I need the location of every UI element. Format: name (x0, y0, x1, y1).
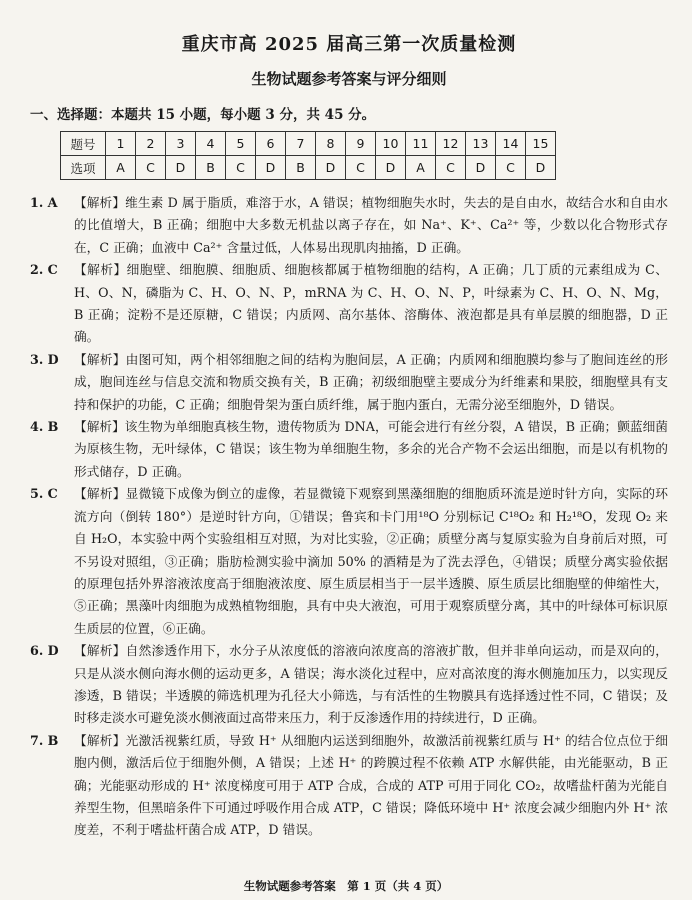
explanation-text: 【解析】维生素 D 属于脂质，难溶于水，A 错误；植物细胞失水时，失去的是自由水，故结合水和自由水的比值增大，B 正确；细胞中大多数无机盐以离子存在，如 Na⁺、K⁺、Ca²⁺ 等，少数以化合物形式存在，C 正确；血液中 Ca²⁺ 含量过低，人体易出现肌肉抽搐，D 正确。 (74, 195, 668, 255)
question-answer-label: 3. D (30, 351, 59, 367)
answer-option: B (286, 156, 316, 180)
question-number: 13 (466, 132, 496, 156)
answer-option: A (106, 156, 136, 180)
question-number: 8 (316, 132, 346, 156)
answer-option: C (496, 156, 526, 180)
answer-option: D (256, 156, 286, 180)
question-number: 3 (166, 132, 196, 156)
question-answer-label: 5. C (30, 486, 58, 502)
question-number: 14 (496, 132, 526, 156)
explanation-text: 【解析】细胞壁、细胞膜、细胞质、细胞核都属于植物细胞的结构，A 正确；几丁质的元素组成为 C、H、O、N，磷脂为 C、H、O、N、P，mRNA 为 C、H、O、N、P，叶绿素为 C、H、O、N、Mg，B 正确；淀粉不是还原糖，C 错误；内质网、高尔基体、溶酶体、液泡都是具有单层膜的细胞器，D 正确。 (74, 262, 668, 345)
question-answer-label: 1. A (30, 195, 58, 210)
question-answer-label: 6. D (30, 643, 59, 659)
question-answer-label: 2. C (30, 262, 58, 278)
answer-option: D (316, 156, 346, 180)
question-number: 7 (286, 132, 316, 156)
answer-option: C (436, 156, 466, 180)
answer-option-row (61, 156, 556, 180)
explanation-item (30, 416, 668, 483)
answer-option: B (196, 156, 226, 180)
explanation-text: 【解析】自然渗透作用下，水分子从浓度低的溶液向浓度高的溶液扩散，但并非单向运动，而是双向的，只是从淡水侧向海水侧的运动更多，A 错误；海水淡化过程中，应对高浓度的海水侧施加压力，以实现反渗透，B 错误；半透膜的筛选机理为孔径大小筛选，与有活性的生物膜具有选择透过性不同，C 错误；及时移走淡水可避免淡水侧液面过高带来压力，利于反渗透作用的持续进行，D 正确。 (74, 643, 668, 726)
explanation-item (30, 640, 668, 730)
question-number: 10 (376, 132, 406, 156)
answer-option: D (466, 156, 496, 180)
explanation-text: 【解析】显微镜下成像为倒立的虚像，若显微镜下观察到黑藻细胞的细胞质环流是逆时针方向，实际的环流方向（倒转 180°）是逆时针方向，①错误；鲁宾和卡门用¹⁸O 分别标记 C¹⁸O₂ 和 H₂¹⁸O，发现 O₂ 来自 H₂O，本实验中两个实验组相互对照，为对比实验，②正确；质壁分离与复原实验为自身前后对照，可不另设对照组，③正确；脂肪检测实验中滴加 50% 的酒精是为了洗去浮色，④错误；质壁分离实验依据的原理包括外界溶液浓度高于细胞液浓度、原生质层相当于一层半透膜、原生质层比细胞壁的伸缩性大，⑤正确；黑藻叶肉细胞为成熟植物细胞，具有中央大液泡，可用于观察质壁分离，其中的叶绿体可标识原生质层的位置，⑥正确。 (74, 486, 668, 636)
document-subtitle: 生物试题参考答案与评分细则 (251, 70, 447, 88)
answer-table (60, 131, 556, 180)
question-number: 11 (406, 132, 436, 156)
answer-option: D (166, 156, 196, 180)
answer-option: D (376, 156, 406, 180)
explanation-list (30, 192, 668, 842)
explanation-text: 【解析】该生物为单细胞真核生物，遗传物质为 DNA，可能会进行有丝分裂，A 错误，B 正确；颤蓝细菌为原核生物，无叶绿体，C 错误；该生物为单细胞生物，多余的光合产物不会运出细胞，而是以有机物的形式储存，D 正确。 (74, 419, 668, 479)
answer-option: C (136, 156, 166, 180)
page-footer: 生物试题参考答案 第 1 页（共 4 页） (243, 879, 449, 893)
explanation-item (30, 730, 668, 842)
explanation-text: 【解析】光激活视紫红质，导致 H⁺ 从细胞内运送到细胞外，故激活前视紫红质与 H⁺ 的结合位点位于细胞内侧，激活后位于细胞外侧，A 错误；上述 H⁺ 的跨膜过程不依赖 ATP 水解供能，由光能驱动，B 正确；光能驱动形成的 H⁺ 浓度梯度可用于 ATP 合成，合成的 ATP 可用于同化 CO₂，故嗜盐杆菌为光能自养型生物，但黑暗条件下可通过呼吸作用合成 ATP，C 错误；降低环境中 H⁺ 浓度会减少细胞内外 H⁺ 浓度差，不利于嗜盐杆菌合成 ATP，D 错误。 (74, 732, 668, 838)
answer-option: A (406, 156, 436, 180)
explanation-item (30, 483, 668, 640)
explanation-item (30, 259, 668, 349)
question-number-label: 题号 (61, 132, 106, 156)
question-number: 5 (226, 132, 256, 156)
question-number: 12 (436, 132, 466, 156)
explanation-text: 【解析】由图可知，两个相邻细胞之间的结构为胞间层，A 正确；内质网和细胞膜均参与了胞间连丝的形成，胞间连丝与信息交流和物质交换有关，B 正确；初级细胞壁主要成分为纤维素和果胶，细胞壁具有支持和保护的功能，C 正确；细胞骨架为蛋白质纤维，属于胞内蛋白，无需分泌至细胞外，D 错误。 (74, 351, 668, 412)
question-answer-label: 7. B (30, 732, 59, 748)
question-number: 4 (196, 132, 226, 156)
answer-option-label: 选项 (61, 156, 106, 180)
exam-title: 重庆市高 2025 届高三第一次质量检测 (181, 34, 517, 55)
answer-option: C (346, 156, 376, 180)
answer-option: D (526, 156, 556, 180)
question-answer-label: 4. B (30, 419, 59, 435)
question-number-row (61, 132, 556, 156)
question-number: 6 (256, 132, 286, 156)
explanation-item (30, 192, 668, 259)
section-heading: 一、选择题：本题共 15 小题，每小题 3 分，共 45 分。 (30, 107, 376, 123)
question-number: 1 (106, 132, 136, 156)
question-number: 15 (526, 132, 556, 156)
explanation-item (30, 349, 668, 416)
question-number: 9 (346, 132, 376, 156)
answer-option: C (226, 156, 256, 180)
question-number: 2 (136, 132, 166, 156)
